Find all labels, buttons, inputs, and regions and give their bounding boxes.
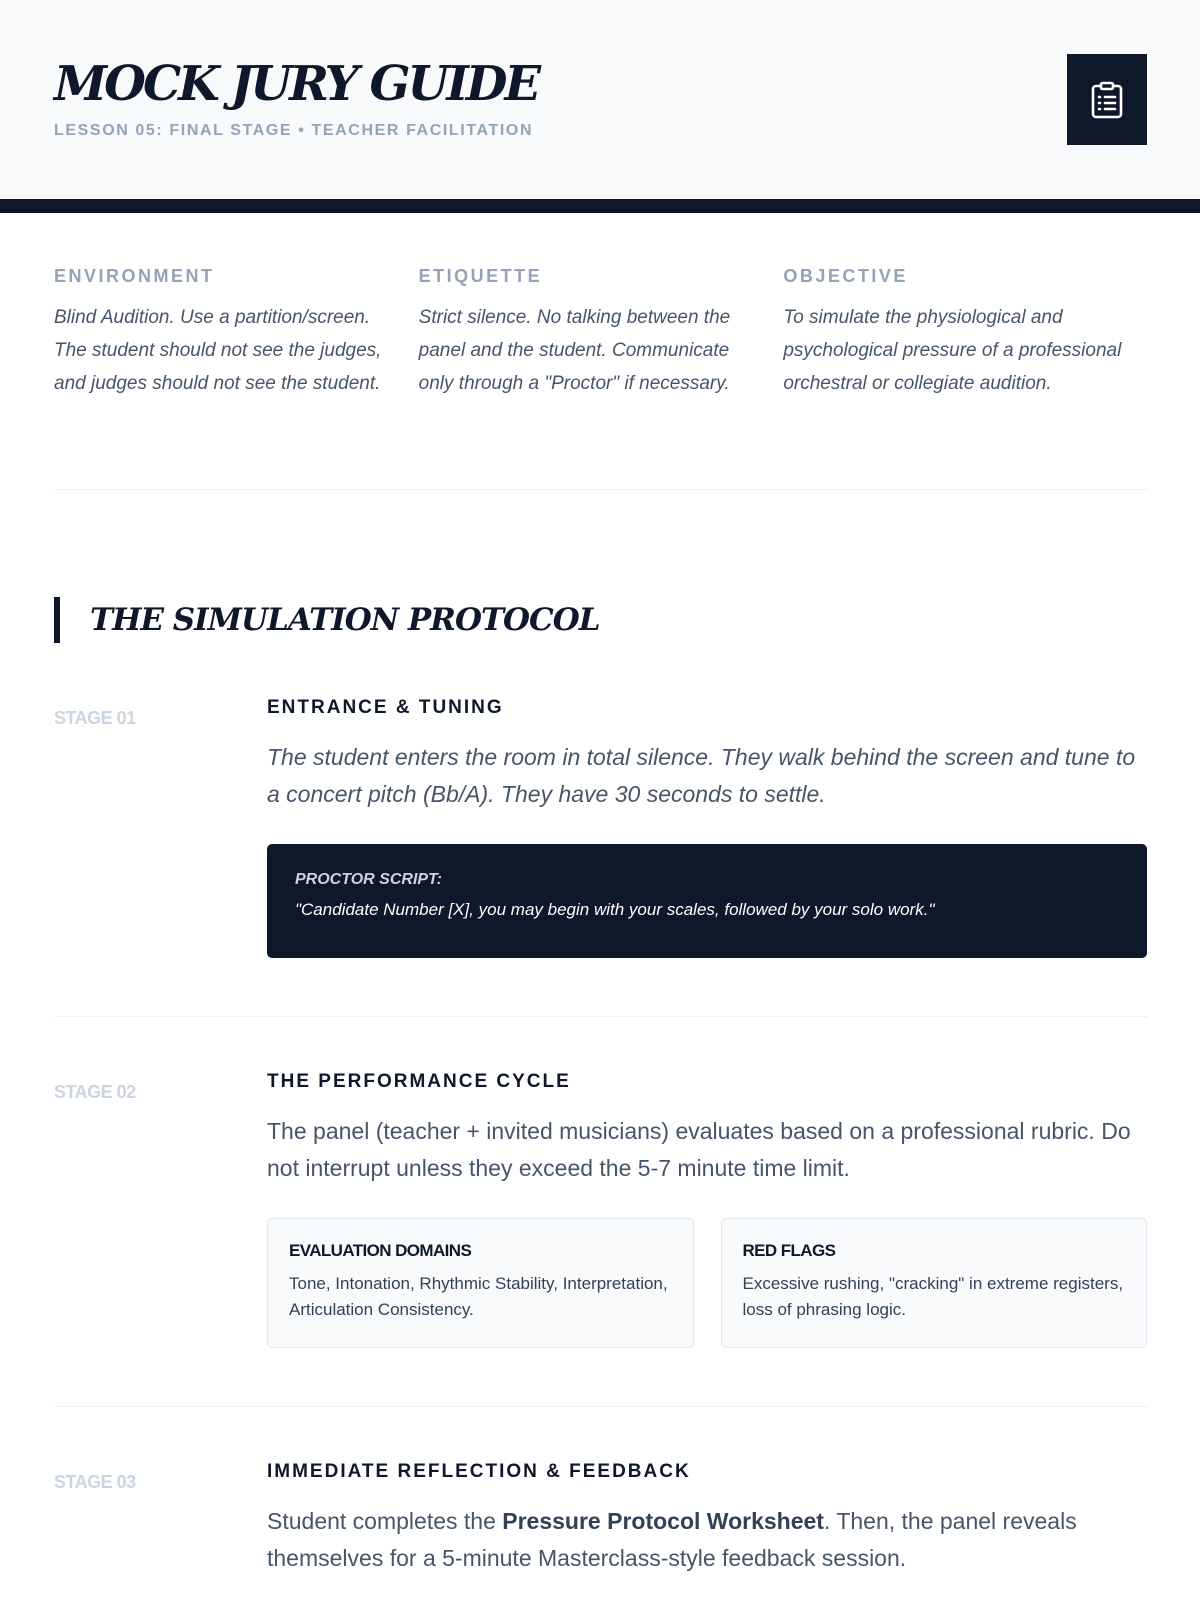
stage-number: STAGE 02 — [54, 1082, 136, 1102]
evaluation-domains-card — [267, 1218, 694, 1348]
info-label: ETIQUETTE — [418, 266, 543, 286]
stage-title: ENTRANCE & TUNING — [267, 697, 504, 718]
proctor-label: PROCTOR SCRIPT: — [295, 871, 442, 888]
info-text: To simulate the physiological and psychological pressure of a professional orchestral or collegiate audition. — [783, 307, 1122, 394]
stage-title: THE PERFORMANCE CYCLE — [267, 1071, 571, 1092]
stage-description — [267, 1503, 1147, 1577]
stage-description: The student enters the room in total silence. They walk behind the screen and tune to a concert pitch (Bb/A). They have 30 seconds to settle. — [267, 744, 1136, 807]
stage-description: The panel (teacher + invited musicians) evaluates based on a professional rubric. Do not interrupt unless they exceed the 5-7 minute time limit. — [267, 1118, 1131, 1181]
info-environment — [54, 266, 419, 400]
section-heading — [54, 597, 600, 643]
divider — [54, 1406, 1148, 1407]
section-title: THE SIMULATION PROTOCOL — [90, 602, 600, 638]
clipboard-list-icon[interactable] — [1067, 54, 1147, 145]
info-grid — [54, 266, 1148, 400]
description-text: Student completes the — [267, 1508, 503, 1534]
info-text: Blind Audition. Use a partition/screen. The student should not see the judges, and judges should not see the student. — [54, 307, 382, 394]
card-text: Tone, Intonation, Rhythmic Stability, Interpretation, Articulation Consistency. — [289, 1274, 668, 1319]
stage-number: STAGE 01 — [54, 708, 136, 728]
red-flags-card — [721, 1218, 1148, 1348]
card-title: EVALUATION DOMAINS — [289, 1241, 472, 1260]
stage-body — [267, 697, 1147, 958]
stage-title: IMMEDIATE REFLECTION & FEEDBACK — [267, 1461, 691, 1482]
worksheet-name: Pressure Protocol Worksheet — [502, 1508, 824, 1534]
info-objective — [783, 266, 1148, 400]
page-title: MOCK JURY GUIDE — [54, 56, 539, 112]
stage-number: STAGE 03 — [54, 1472, 136, 1492]
divider — [54, 1016, 1148, 1017]
card-text: Excessive rushing, "cracking" in extreme registers, loss of phrasing logic. — [742, 1274, 1124, 1319]
page-header — [0, 0, 1200, 213]
card-title: RED FLAGS — [742, 1241, 836, 1260]
stage-body — [267, 1461, 1147, 1577]
info-label: ENVIRONMENT — [54, 266, 215, 286]
divider — [54, 489, 1148, 490]
info-text: Strict silence. No talking between the panel and the student. Communicate only through a "Proctor" if necessary. — [418, 307, 731, 394]
card-row — [267, 1218, 1147, 1348]
proctor-script-box — [267, 844, 1147, 958]
info-etiquette — [419, 266, 784, 400]
description-text: . Then, the panel reveals themselves for a 5-minute Masterclass-style feedback session. — [267, 1508, 1077, 1571]
stage-body — [267, 1071, 1147, 1348]
page-subtitle: LESSON 05: FINAL STAGE • TEACHER FACILITATION — [54, 122, 534, 139]
info-label: OBJECTIVE — [783, 266, 908, 286]
proctor-text: "Candidate Number [X], you may begin with your scales, followed by your solo work." — [295, 900, 935, 919]
